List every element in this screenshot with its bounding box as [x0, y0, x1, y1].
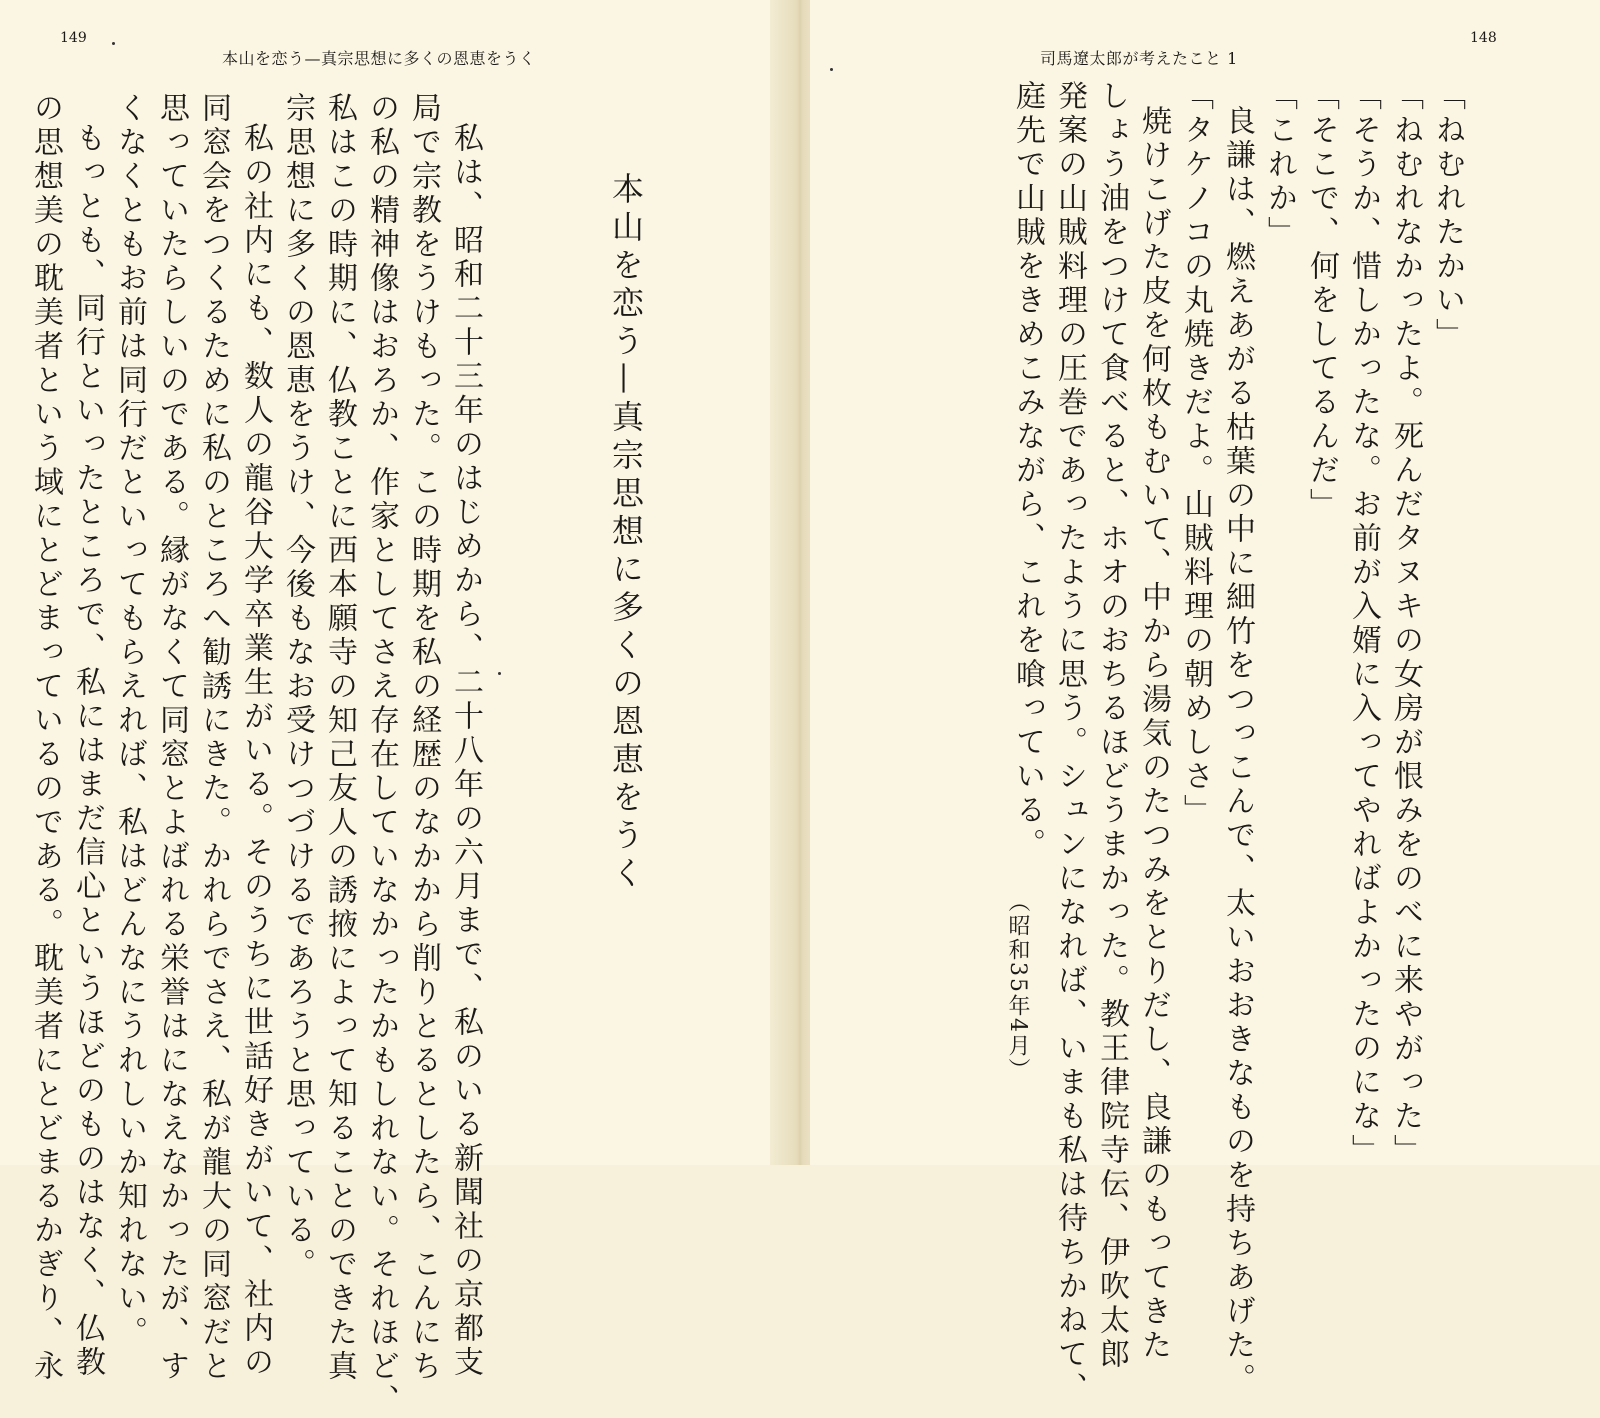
- print-speck: [498, 672, 501, 675]
- body-column-2: 「ねむれなかったよ。死んだタヌキの女房が恨みをのべに来やがった」: [1388, 80, 1423, 1168]
- body-column-11: の思想美の耽美者という域にとどまっているのである。耽美者にとどまるかぎり、永: [28, 92, 63, 1384]
- body-column-7: 「タケノコの丸焼きだよ。山賊料理の朝めしさ」: [1178, 80, 1213, 828]
- running-head-left: 本山を恋う—真宗思想に多くの恩恵をうく: [222, 49, 536, 68]
- body-column-11: 庭先で山賊をきめこみながら、これを喰っている。: [1010, 80, 1045, 862]
- body-column-9: くなくともお前は同行だといってもらえれば、私はどんなにうれしいか知れない。: [112, 92, 147, 1350]
- body-column-2: 局で宗教をうけもった。この時期を私の経歴のなかから削りとるとしたら、こんにち: [406, 92, 441, 1384]
- body-column-5: 宗思想に多くの恩恵をうけ、今後もなお受けつづけるであろうと思っている。: [280, 92, 315, 1282]
- body-column-4: 私はこの時期に、仏教ことに西本願寺の知己友人の誘掖によって知ることのできた真: [322, 92, 357, 1384]
- dateline: （昭和35年4月）: [1005, 890, 1030, 1082]
- running-head-right: 司馬遼太郎が考えたこと 1: [1040, 49, 1238, 68]
- right-page: [810, 0, 1600, 1406]
- page-number-148: 148: [1470, 30, 1497, 46]
- body-column-5: 「これか」: [1262, 80, 1297, 250]
- body-column-8: 思っていたらしいのである。縁がなくて同窓とよばれる栄誉はになえなかったが、す: [154, 92, 189, 1384]
- essay-title: 本山を恋う—真宗思想に多くの恩恵をうく: [607, 172, 645, 894]
- left-page: [0, 0, 790, 1418]
- body-column-10: もっとも、同行といったところで、私にはまだ信心というほどのものはなく、仏教: [70, 122, 105, 1380]
- body-column-1: 私は、昭和二十三年のはじめから、二十八年の六月まで、私のいる新聞社の京都支: [448, 122, 483, 1380]
- body-column-7: 同窓会をつくるために私のところへ勧誘にきた。かれらでさえ、私が龍大の同窓だと: [196, 92, 231, 1384]
- body-column-8: 焼けこげた皮を何枚もむいて、中から湯気のたつみをとりだし、良謙のもってきた: [1136, 105, 1171, 1363]
- body-column-6: 良謙は、燃えあがる枯葉の中に細竹をつっこんで、太いおおきなものを持ちあげた。: [1220, 105, 1255, 1397]
- print-speck: [830, 68, 833, 71]
- body-column-9: しょう油をつけて食べると、ホオのおちるほどうまかった。教王律院寺伝、伊吹太郎: [1094, 80, 1129, 1372]
- body-column-3: の私の精神像はおろか、作家としてさえ存在していなかったかもしれない。それほど、: [364, 92, 399, 1418]
- body-column-10: 発案の山賊料理の圧巻であったように思う。シュンになれば、いまも私は待ちかねて、: [1052, 80, 1087, 1406]
- body-column-4: 「そこで、何をしてるんだ」: [1304, 80, 1339, 522]
- print-speck: [112, 42, 115, 45]
- page-number-149: 149: [60, 30, 87, 46]
- body-column-6: 私の社内にも、数人の龍谷大学卒業生がいる。そのうちに世話好きがいて、社内の: [238, 122, 273, 1380]
- body-column-3: 「そうか、惜しかったな。お前が入婿に入ってやればよかったのにな」: [1346, 80, 1381, 1168]
- body-column-1: 「ねむれたかい」: [1430, 80, 1465, 352]
